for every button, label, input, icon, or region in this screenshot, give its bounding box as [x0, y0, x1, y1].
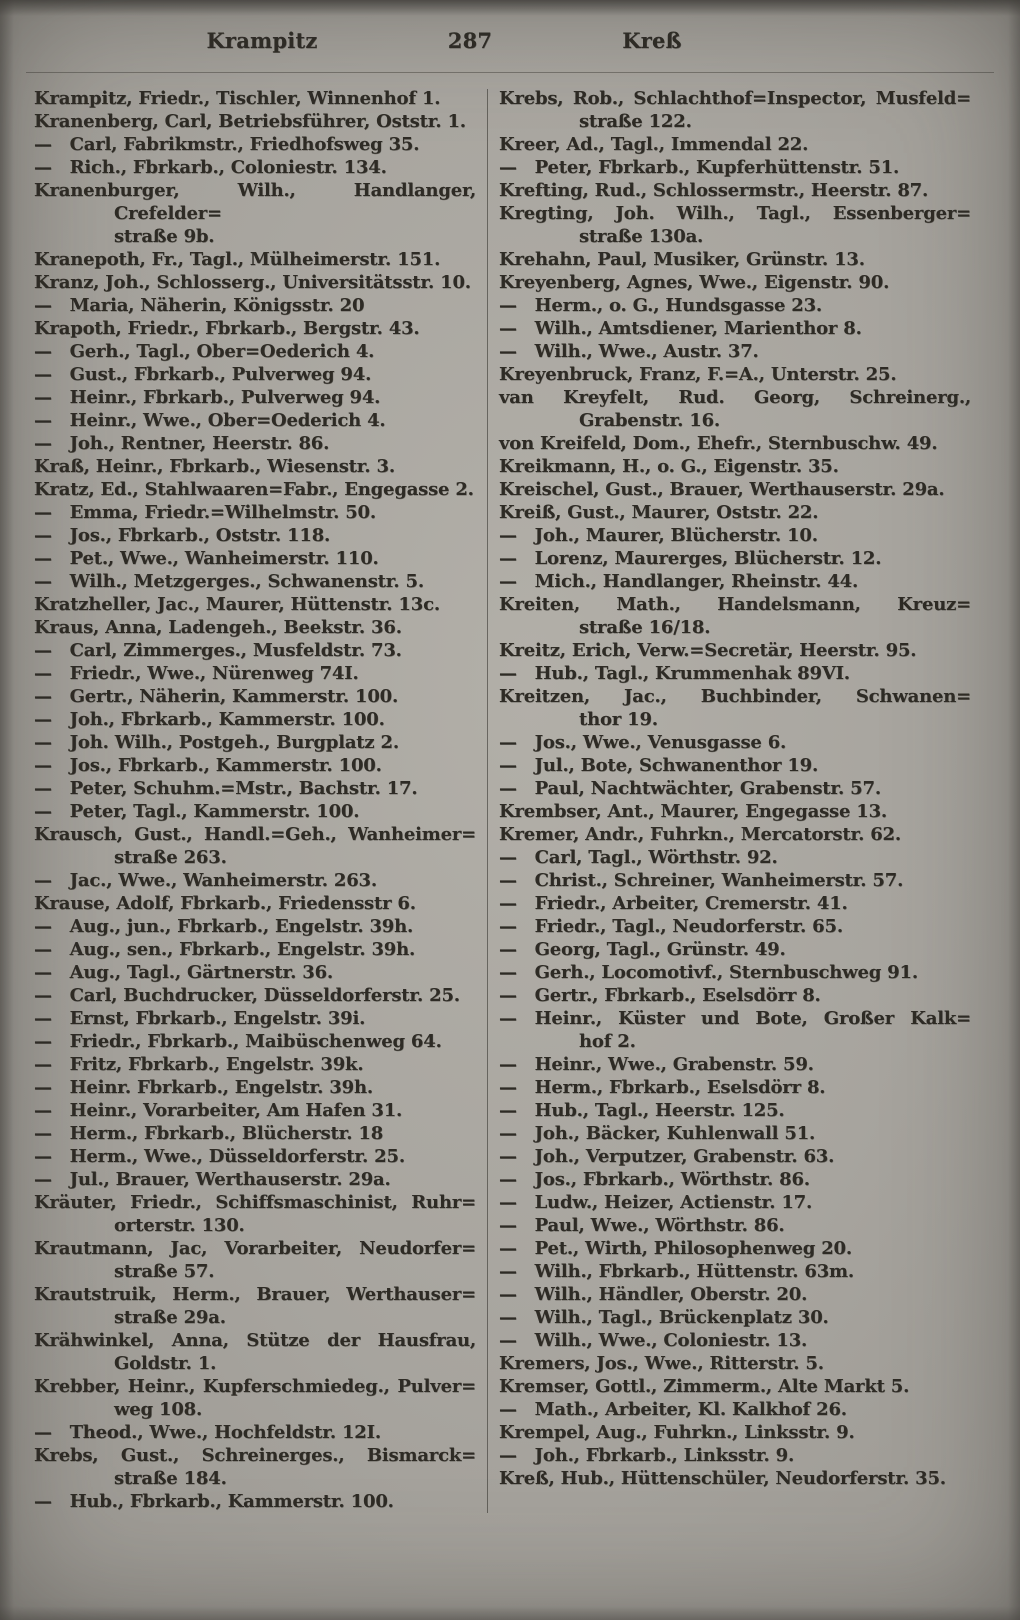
entry-continuation: straße 184.: [114, 1468, 227, 1489]
entry-text: Kreyenbruck, Franz, F.=A., Unterstr. 25.: [499, 364, 897, 385]
column-separator: [487, 89, 488, 1513]
entry-text: — Joh. Wilh., Postgeh., Burgplatz 2.: [34, 732, 399, 753]
entry-text: — Ludw., Heizer, Actienstr. 17.: [499, 1192, 813, 1213]
directory-entry: [34, 156, 476, 179]
entry-text: — Joh., Fbrkarb., Linksstr. 9.: [499, 1445, 795, 1466]
entry-text: — Carl, Tagl., Wörthstr. 92.: [499, 847, 778, 868]
entry-continuation: weg 108.: [114, 1399, 203, 1420]
entry-text: Krampitz, Friedr., Tischler, Winnenhof 1.: [34, 88, 441, 109]
entry-text: — Joh., Bäcker, Kuhlenwall 51.: [499, 1123, 816, 1144]
entry-text: — Paul, Nachtwächter, Grabenstr. 57.: [499, 778, 881, 799]
entry-text: Kreiten, Math., Handelsmann, Kreuz=: [499, 594, 971, 615]
directory-entry: [499, 1053, 971, 1076]
directory-entry: [34, 961, 476, 984]
directory-entry: [499, 501, 971, 524]
directory-entry: [499, 1099, 971, 1122]
entry-text: Krempel, Aug., Fuhrkn., Linksstr. 9.: [499, 1422, 855, 1443]
entry-text: — Joh., Verputzer, Grabenstr. 63.: [499, 1146, 835, 1167]
directory-entry: [499, 984, 971, 1007]
entry-text: — Friedr., Wwe., Nürenweg 74I.: [34, 663, 359, 684]
entry-continuation: straße 130a.: [579, 226, 704, 247]
directory-entry: [34, 984, 476, 1007]
directory-entry: [499, 478, 971, 501]
entry-continuation: hof 2.: [579, 1031, 636, 1052]
entry-text: — Jac., Wwe., Wanheimerstr. 263.: [34, 870, 377, 891]
directory-entry: [499, 1076, 971, 1099]
entry-text: — Joh., Fbrkarb., Kammerstr. 100.: [34, 709, 385, 730]
entry-text: — Herm., Fbrkarb., Blücherstr. 18: [34, 1123, 384, 1144]
directory-entry: [34, 731, 476, 754]
directory-entry: [499, 1329, 971, 1352]
directory-entry: [499, 1352, 971, 1375]
directory-entry: [499, 639, 971, 662]
directory-entry: [34, 87, 476, 110]
entry-text: — Herm., Wwe., Düsseldorferstr. 25.: [34, 1146, 405, 1167]
entry-text: — Mich., Handlanger, Rheinstr. 44.: [499, 571, 859, 592]
directory-entry: [499, 179, 971, 202]
entry-text: Kremers, Jos., Wwe., Ritterstr. 5.: [499, 1353, 824, 1374]
directory-entry: [34, 1421, 476, 1444]
entry-text: — Jul., Brauer, Werthauserstr. 29a.: [34, 1169, 391, 1190]
entry-continuation: straße 9b.: [114, 226, 215, 247]
entry-text: Kräuter, Friedr., Schiffsmaschinist, Ruhr=: [34, 1192, 476, 1213]
entry-text: — Theod., Wwe., Hochfeldstr. 12I.: [34, 1422, 381, 1443]
directory-entry: [499, 800, 971, 823]
entry-continuation: orterstr. 130.: [114, 1215, 245, 1236]
entry-text: Kraus, Anna, Ladengeh., Beekstr. 36.: [34, 617, 402, 638]
directory-entry: [34, 1237, 476, 1283]
entry-continuation: straße 57.: [114, 1261, 215, 1282]
entry-text: Krebber, Heinr., Kupferschmiedeg., Pulver=: [34, 1376, 476, 1397]
entry-text: — Herm., o. G., Hundsgasse 23.: [499, 295, 822, 316]
entry-text: — Christ., Schreiner, Wanheimerstr. 57.: [499, 870, 904, 891]
entry-text: — Peter, Schuhm.=Mstr., Bachstr. 17.: [34, 778, 418, 799]
entry-continuation: thor 19.: [579, 709, 658, 730]
directory-column-left: [34, 87, 476, 1513]
entry-text: Krefting, Rud., Schlossermstr., Heerstr. 87.: [499, 180, 929, 201]
directory-entry: [499, 1375, 971, 1398]
entry-text: — Joh., Maurer, Blücherstr. 10.: [499, 525, 818, 546]
directory-entry: [499, 1145, 971, 1168]
directory-entry: [499, 731, 971, 754]
directory-entry: [34, 110, 476, 133]
entry-text: Krause, Adolf, Fbrkarb., Friedensstr 6.: [34, 893, 416, 914]
directory-entry: [34, 777, 476, 800]
entry-text: — Heinr., Wwe., Ober=Oederich 4.: [34, 410, 386, 431]
entry-text: — Heinr. Fbrkarb., Engelstr. 39h.: [34, 1077, 373, 1098]
entry-continuation: Goldstr. 1.: [114, 1353, 217, 1374]
entry-text: Krembser, Ant., Maurer, Engegasse 13.: [499, 801, 887, 822]
entry-continuation: straße 263.: [114, 847, 227, 868]
directory-entry: [499, 1283, 971, 1306]
entry-text: Kranz, Joh., Schlosserg., Universitätsstr. 10.: [34, 272, 471, 293]
directory-entry: [34, 869, 476, 892]
directory-entry: [34, 616, 476, 639]
entry-text: Kremser, Gottl., Zimmerm., Alte Markt 5.: [499, 1376, 910, 1397]
entry-text: von Kreifeld, Dom., Ehefr., Sternbuschw. 49.: [499, 433, 938, 454]
directory-entry: [499, 432, 971, 455]
entry-text: — Jos., Wwe., Venusgasse 6.: [499, 732, 787, 753]
entry-text: — Aug., Tagl., Gärtnerstr. 36.: [34, 962, 333, 983]
entry-text: Kranenberg, Carl, Betriebsführer, Oststr. 1.: [34, 111, 466, 132]
entry-text: Kreer, Ad., Tagl., Immendal 22.: [499, 134, 809, 155]
directory-entry: [34, 1490, 476, 1513]
directory-entry: [34, 432, 476, 455]
entry-text: Kreischel, Gust., Brauer, Werthauserstr. 29a.: [499, 479, 945, 500]
entry-text: Kreiß, Gust., Maurer, Oststr. 22.: [499, 502, 819, 523]
entry-text: — Jos., Fbrkarb., Kammerstr. 100.: [34, 755, 382, 776]
directory-entry: [34, 1030, 476, 1053]
directory-entry: [34, 1444, 476, 1490]
entry-text: — Ernst, Fbrkarb., Engelstr. 39i.: [34, 1008, 366, 1029]
directory-entry: [499, 869, 971, 892]
directory-entry: [499, 1306, 971, 1329]
entry-text: — Gust., Fbrkarb., Pulverweg 94.: [34, 364, 372, 385]
entry-text: — Carl, Buchdrucker, Düsseldorferstr. 25.: [34, 985, 460, 1006]
directory-entry: [499, 1398, 971, 1421]
page-number: 287: [447, 28, 493, 53]
directory-entry: [499, 846, 971, 869]
directory-entry: [34, 1168, 476, 1191]
entry-text: Kreitzen, Jac., Buchbinder, Schwanen=: [499, 686, 971, 707]
directory-entry: [499, 1214, 971, 1237]
entry-text: Kratz, Ed., Stahlwaaren=Fabr., Engegasse 2.: [34, 479, 474, 500]
directory-entry: [34, 363, 476, 386]
entry-text: — Joh., Rentner, Heerstr. 86.: [34, 433, 330, 454]
directory-entry: [34, 133, 476, 156]
directory-entry: [499, 1168, 971, 1191]
entry-continuation: straße 16/18.: [579, 617, 711, 638]
entry-continuation: Grabenstr. 16.: [579, 410, 720, 431]
entry-continuation: straße 122.: [579, 111, 692, 132]
directory-entry: [34, 340, 476, 363]
directory-entry: [499, 1260, 971, 1283]
entry-text: — Heinr., Wwe., Grabenstr. 59.: [499, 1054, 814, 1075]
entry-text: — Wilh., Händler, Oberstr. 20.: [499, 1284, 808, 1305]
directory-entry: [499, 570, 971, 593]
directory-entry: [499, 823, 971, 846]
entry-text: — Gerh., Tagl., Ober=Oederich 4.: [34, 341, 375, 362]
directory-entry: [34, 823, 476, 869]
entry-text: — Wilh., Fbrkarb., Hüttenstr. 63m.: [499, 1261, 854, 1282]
entry-text: — Wilh., Wwe., Austr. 37.: [499, 341, 759, 362]
directory-entry: [499, 87, 971, 133]
directory-entry: [499, 892, 971, 915]
directory-entry: [34, 754, 476, 777]
entry-text: — Heinr., Küster und Bote, Großer Kalk=: [499, 1008, 971, 1029]
directory-entry: [499, 754, 971, 777]
directory-entry: [499, 340, 971, 363]
entry-text: Kreyenberg, Agnes, Wwe., Eigenstr. 90.: [499, 272, 890, 293]
directory-entry: [499, 1444, 971, 1467]
directory-entry: [34, 1099, 476, 1122]
directory-entry: [499, 363, 971, 386]
directory-entry: [34, 271, 476, 294]
entry-text: — Gertr., Fbrkarb., Eselsdörr 8.: [499, 985, 821, 1006]
directory-columns: [0, 79, 1020, 1513]
directory-entry: [34, 685, 476, 708]
entry-text: Krautmann, Jac, Vorarbeiter, Neudorfer=: [34, 1238, 476, 1259]
directory-entry: [499, 685, 971, 731]
directory-entry: [499, 248, 971, 271]
entry-text: Kreß, Hub., Hüttenschüler, Neudorferstr. 35.: [499, 1468, 946, 1489]
directory-entry: [499, 271, 971, 294]
entry-text: — Wilh., Amtsdiener, Marienthor 8.: [499, 318, 862, 339]
directory-entry: [34, 455, 476, 478]
entry-text: — Friedr., Fbrkarb., Maibüschenweg 64.: [34, 1031, 442, 1052]
entry-text: — Emma, Friedr.=Wilhelmstr. 50.: [34, 502, 376, 523]
directory-entry: [34, 1375, 476, 1421]
directory-entry: [499, 156, 971, 179]
entry-text: Krehahn, Paul, Musiker, Grünstr. 13.: [499, 249, 865, 270]
entry-text: — Fritz, Fbrkarb., Engelstr. 39k.: [34, 1054, 364, 1075]
entry-text: Krapoth, Friedr., Fbrkarb., Bergstr. 43.: [34, 318, 420, 339]
entry-text: — Heinr., Fbrkarb., Pulverweg 94.: [34, 387, 381, 408]
directory-entry: [34, 1053, 476, 1076]
entry-text: — Peter, Tagl., Kammerstr. 100.: [34, 801, 360, 822]
directory-entry: [499, 1467, 971, 1490]
directory-entry: [34, 524, 476, 547]
entry-text: Krautstruik, Herm., Brauer, Werthauser=: [34, 1284, 476, 1305]
directory-entry: [34, 1191, 476, 1237]
directory-entry: [34, 317, 476, 340]
directory-entry: [34, 892, 476, 915]
directory-entry: [34, 1122, 476, 1145]
entry-text: Kreikmann, H., o. G., Eigenstr. 35.: [499, 456, 839, 477]
directory-entry: [499, 662, 971, 685]
entry-text: — Hub., Tagl., Krummenhak 89VI.: [499, 663, 850, 684]
directory-entry: [34, 800, 476, 823]
directory-entry: [34, 409, 476, 432]
directory-entry: [34, 662, 476, 685]
entry-text: Kranepoth, Fr., Tagl., Mülheimerstr. 151.: [34, 249, 441, 270]
entry-text: — Pet., Wwe., Wanheimerstr. 110.: [34, 548, 379, 569]
entry-text: — Carl, Fabrikmstr., Friedhofsweg 35.: [34, 134, 420, 155]
directory-entry: [499, 547, 971, 570]
entry-text: — Paul, Wwe., Wörthstr. 86.: [499, 1215, 785, 1236]
directory-entry: [499, 524, 971, 547]
entry-text: — Jos., Fbrkarb., Oststr. 118.: [34, 525, 331, 546]
directory-entry: [34, 915, 476, 938]
entry-text: — Jos., Fbrkarb., Wörthstr. 86.: [499, 1169, 810, 1190]
directory-entry: [34, 294, 476, 317]
directory-entry: [499, 133, 971, 156]
entry-text: — Georg, Tagl., Grünstr. 49.: [499, 939, 786, 960]
directory-entry: [34, 1283, 476, 1329]
entry-continuation: straße 29a.: [114, 1307, 226, 1328]
directory-entry: [34, 501, 476, 524]
entry-text: Krähwinkel, Anna, Stütze der Hausfrau,: [34, 1330, 476, 1351]
entry-text: — Herm., Fbrkarb., Eselsdörr 8.: [499, 1077, 826, 1098]
entry-text: Krebs, Gust., Schreinerges., Bismarck=: [34, 1445, 476, 1466]
directory-entry: [499, 1237, 971, 1260]
entry-text: — Lorenz, Maurerges, Blücherstr. 12.: [499, 548, 882, 569]
entry-text: Krebs, Rob., Schlachthof=Inspector, Musfeld=: [499, 88, 971, 109]
directory-entry: [499, 294, 971, 317]
entry-text: van Kreyfelt, Rud. Georg, Schreinerg.,: [499, 387, 971, 408]
directory-entry: [34, 1076, 476, 1099]
directory-entry: [34, 386, 476, 409]
directory-entry: [34, 1329, 476, 1375]
entry-text: — Heinr., Vorarbeiter, Am Hafen 31.: [34, 1100, 403, 1121]
entry-text: — Pet., Wirth, Philosophenweg 20.: [499, 1238, 852, 1259]
directory-entry: [499, 1122, 971, 1145]
directory-entry: [34, 179, 476, 248]
directory-entry: [34, 1007, 476, 1030]
directory-entry: [34, 478, 476, 501]
entry-text: Krausch, Gust., Handl.=Geh., Wanheimer=: [34, 824, 476, 845]
entry-text: — Hub., Tagl., Heerstr. 125.: [499, 1100, 785, 1121]
entry-text: — Peter, Fbrkarb., Kupferhüttenstr. 51.: [499, 157, 900, 178]
directory-entry: [34, 1145, 476, 1168]
entry-text: — Wilh., Wwe., Coloniestr. 13.: [499, 1330, 808, 1351]
entry-text: — Carl, Zimmerges., Musfeldstr. 73.: [34, 640, 402, 661]
directory-entry: [499, 777, 971, 800]
directory-entry: [34, 593, 476, 616]
entry-text: Kregting, Joh. Wilh., Tagl., Essenberger=: [499, 203, 971, 224]
entry-text: — Aug., sen., Fbrkarb., Engelstr. 39h.: [34, 939, 416, 960]
header-rule: [26, 72, 994, 73]
directory-entry: [499, 317, 971, 340]
directory-entry: [499, 202, 971, 248]
directory-entry: [34, 639, 476, 662]
directory-entry: [499, 961, 971, 984]
directory-entry: [499, 938, 971, 961]
directory-entry: [499, 915, 971, 938]
header-keyword-right: Kreß: [622, 28, 682, 53]
entry-text: — Wilh., Metzgerges., Schwanenstr. 5.: [34, 571, 424, 592]
entry-text: — Friedr., Arbeiter, Cremerstr. 41.: [499, 893, 848, 914]
entry-text: — Gertr., Näherin, Kammerstr. 100.: [34, 686, 399, 707]
directory-entry: [34, 248, 476, 271]
directory-entry: [499, 593, 971, 639]
entry-text: — Rich., Fbrkarb., Coloniestr. 134.: [34, 157, 387, 178]
directory-entry: [499, 1007, 971, 1053]
header-keyword-left: Krampitz: [206, 28, 318, 53]
directory-entry: [499, 386, 971, 432]
entry-text: — Hub., Fbrkarb., Kammerstr. 100.: [34, 1491, 394, 1512]
entry-text: Kremer, Andr., Fuhrkn., Mercatorstr. 62.: [499, 824, 901, 845]
directory-entry: [34, 547, 476, 570]
directory-entry: [499, 1421, 971, 1444]
directory-column-right: [499, 87, 971, 1513]
directory-entry: [499, 455, 971, 478]
entry-text: — Maria, Näherin, Königsstr. 20: [34, 295, 365, 316]
entry-text: Kraß, Heinr., Fbrkarb., Wiesenstr. 3.: [34, 456, 395, 477]
entry-text: — Gerh., Locomotivf., Sternbuschweg 91.: [499, 962, 918, 983]
entry-text: — Wilh., Tagl., Brückenplatz 30.: [499, 1307, 829, 1328]
entry-text: Kranenburger, Wilh., Handlanger, Crefelder=: [34, 180, 476, 224]
entry-text: Kreitz, Erich, Verw.=Secretär, Heerstr. 95.: [499, 640, 917, 661]
directory-entry: [34, 708, 476, 731]
directory-entry: [34, 570, 476, 593]
directory-entry: [34, 938, 476, 961]
directory-entry: [499, 1191, 971, 1214]
entry-text: — Math., Arbeiter, Kl. Kalkhof 26.: [499, 1399, 847, 1420]
entry-text: — Aug., jun., Fbrkarb., Engelstr. 39h.: [34, 916, 414, 937]
entry-text: — Friedr., Tagl., Neudorferstr. 65.: [499, 916, 843, 937]
entry-text: — Jul., Bote, Schwanenthor 19.: [499, 755, 819, 776]
entry-text: Kratzheller, Jac., Maurer, Hüttenstr. 13c.: [34, 594, 440, 615]
page-header: [0, 0, 1020, 72]
